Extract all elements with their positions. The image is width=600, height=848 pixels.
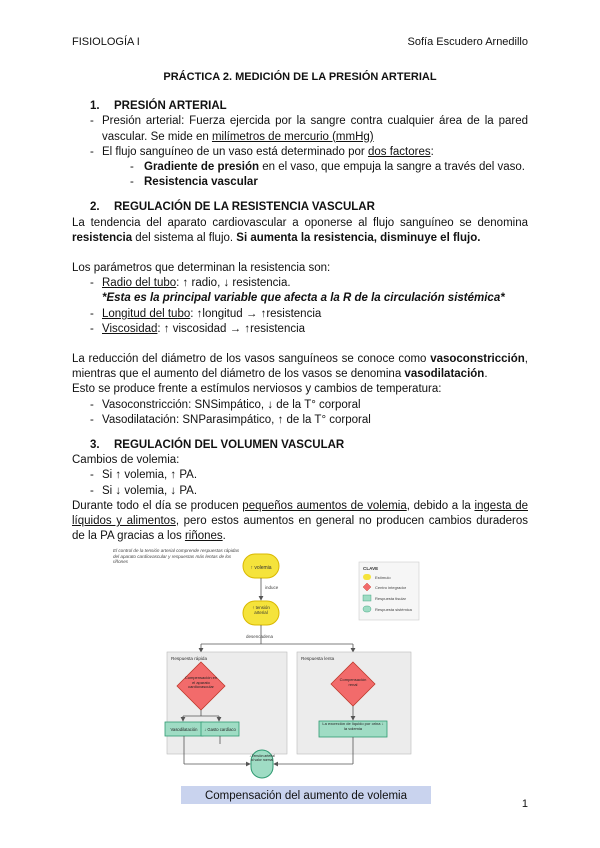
cardio-compensation-node: Compensación en el aparato cardiovascular: [177, 662, 225, 710]
svg-text:Estímulo: Estímulo: [375, 575, 391, 580]
list-item: - Vasodilatación: SNParasimpático, ↑ de la T° corporal: [72, 413, 528, 428]
factors-list: [102, 160, 528, 190]
section-2-heading: 2. REGULACIÓN DE LA RESISTENCIA VASCULAR: [90, 201, 375, 214]
page-title: PRÁCTICA 2. MEDICIÓN DE LA PRESIÓN ARTERIAL: [163, 71, 437, 83]
header-author: Sofía Escudero Arnedillo: [407, 36, 528, 48]
paragraph: Durante todo el día se producen pequeños aumentos de volemia, debido a la ingesta de líquidos y alimentos, pero estos aumentos en general no producen cambios duraderos de la PA gracias a los riñones.: [72, 499, 528, 543]
list-item: - Gradiente de presión en el vaso, que empuja la sangre a través del vaso.: [102, 160, 528, 175]
figure-caption-top: El control de la tensión arterial comprende respuestas rápidas del aparato cardiovascular y respuestas más lentas de los riñones: [113, 548, 240, 565]
list-item: - Radio del tubo: ↑ radio, ↓ resistencia.: [72, 276, 528, 291]
cardiac-output-box: ↓ Gasto cardíaco: [204, 727, 236, 732]
vasodilation-box: Vasodilatación: [170, 727, 198, 732]
list-item: - Presión arterial: Fuerza ejercida por la sangre contra cualquier área de la pared vascular. Se mide en milímetros de mercurio (mmHg): [72, 114, 528, 144]
list-item: - Resistencia vascular: [102, 175, 528, 190]
volemia-list: [72, 468, 528, 498]
figure-caption-bottom: Compensación del aumento de volemia: [204, 790, 408, 802]
list-item: - El flujo sanguíneo de un vaso está determinado por dos factores: - Gradiente de presión en el vaso, que empuja la sangre a través del vaso. - Resistencia vascular: [72, 145, 528, 191]
rapid-response-label: Respuesta rápida: [171, 656, 208, 661]
resistance-params-list: [72, 276, 528, 291]
renal-compensation-node: Compensación renal: [331, 662, 375, 706]
list-item: - Vasoconstricción: SNSimpático, ↓ de la T° corporal: [72, 398, 528, 413]
vaso-list: [72, 398, 528, 428]
svg-text:Respuesta sistémica: Respuesta sistémica: [375, 607, 412, 612]
paragraph: Esto se produce frente a estímulos nerviosos y cambios de temperatura:: [72, 383, 442, 396]
paragraph: La tendencia del aparato cardiovascular a oponerse al flujo sanguíneo se denomina resistencia del sistema al flujo. Si aumenta la resistencia, disminuye el flujo.: [72, 216, 528, 244]
svg-text:CLAVE: CLAVE: [363, 566, 379, 571]
edge-induce: induce: [265, 585, 279, 590]
page-number: 1: [521, 798, 528, 810]
slow-response-label: Respuesta lenta: [301, 656, 335, 661]
renal-excretion-box: La excreción de líquido por orina ↓ la volemia: [322, 722, 384, 731]
pressure-node: ↑ tensión arterial: [243, 601, 279, 625]
section-3-heading: 3. REGULACIÓN DEL VOLUMEN VASCULAR: [90, 439, 345, 452]
list-item: - Longitud del tubo: ↑longitud → ↑resistencia: [72, 307, 528, 322]
stimulus-text: ↑ volemia: [250, 565, 272, 571]
svg-text:Centro integrador: Centro integrador: [375, 585, 407, 590]
final-response-node: ↓ Tensión arterial al valor normal: [249, 750, 275, 778]
list-item: - Si ↓ volemia, ↓ PA.: [72, 484, 528, 499]
list-item: - Si ↑ volemia, ↑ PA.: [72, 468, 528, 483]
svg-text:Respuesta tisular: Respuesta tisular: [375, 596, 406, 601]
legend-key: [359, 562, 419, 620]
paragraph: La reducción del diámetro de los vasos sanguíneos se conoce como vasoconstricción, mientras que el aumento del diámetro de los vasos se denomina vasodilatación.: [72, 353, 528, 381]
paragraph: Los parámetros que determinan la resistencia son:: [72, 262, 331, 275]
list-item: - Viscosidad: ↑ viscosidad → ↑resistencia: [72, 322, 528, 337]
edge-trigger: desencadena: [246, 634, 274, 639]
note: *Esta es la principal variable que afecta a la R de la circulación sistémica*: [102, 292, 505, 305]
header-course: FISIOLOGÍA I: [72, 36, 140, 48]
volemia-flowchart: [113, 548, 433, 808]
section-1-heading: 1. PRESIÓN ARTERIAL: [90, 100, 227, 113]
paragraph: Cambios de volemia:: [72, 454, 180, 467]
document-body: [72, 70, 528, 544]
section-1-list: [72, 114, 528, 190]
stimulus-node: [243, 554, 279, 578]
